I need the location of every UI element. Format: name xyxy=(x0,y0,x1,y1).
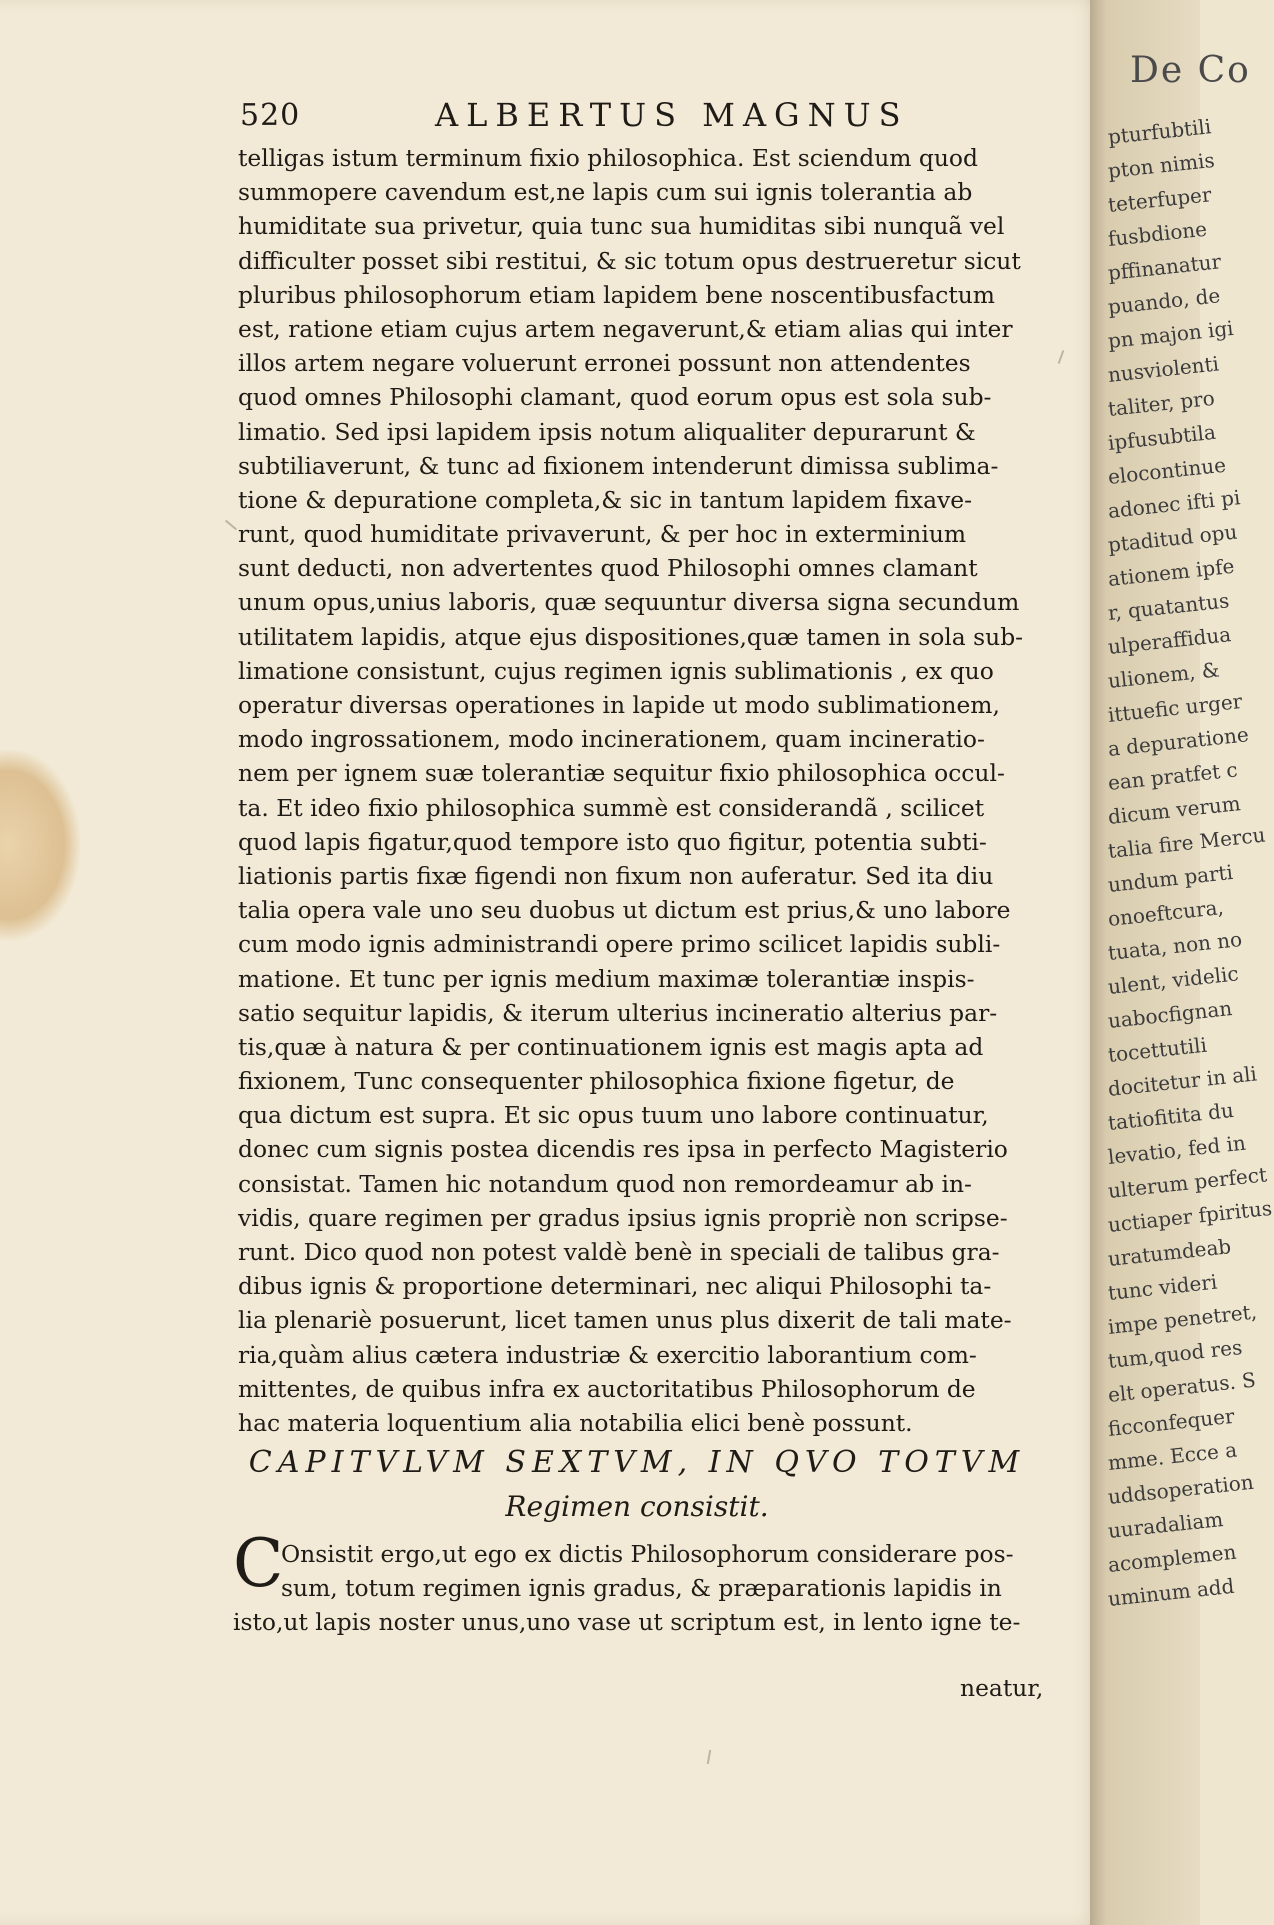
facing-line: pn majon igi xyxy=(1106,315,1235,353)
running-title: ALBERTUS MAGNUS xyxy=(435,96,909,134)
body-line: est, ratione etiam cujus artem negaverunt,& etiam alias qui inter xyxy=(238,314,1013,343)
paper-speck xyxy=(225,520,237,531)
facing-line: acomplemen xyxy=(1106,1539,1238,1577)
facing-line: ationem ipfe xyxy=(1106,553,1236,591)
body-line: limatio. Sed ipsi lapidem ipsis notum aliqualiter depurarunt & xyxy=(238,417,976,446)
facing-line: puando, de xyxy=(1106,283,1222,319)
facing-line: adonec ifti pi xyxy=(1106,485,1242,523)
chapter-line: isto,ut lapis noster unus,uno vase ut scriptum est, in lento igne te- xyxy=(233,1608,1021,1636)
facing-line: tatiofitita du xyxy=(1106,1097,1235,1135)
facing-line: ittuefic urger xyxy=(1106,688,1244,727)
paper-speck xyxy=(1058,350,1065,364)
body-line: modo ingrossationem, modo incinerationem, quam incineratio- xyxy=(238,725,985,754)
body-line: donec cum signis postea dicendis res ipsa in perfecto Magisterio xyxy=(238,1135,1008,1164)
body-line: lia plenariè posuerunt, licet tamen unus plus dixerit de tali mate- xyxy=(238,1306,1012,1335)
chapter-text xyxy=(233,1525,1038,1639)
facing-line: tocettutili xyxy=(1106,1032,1209,1067)
facing-line: elocontinue xyxy=(1106,452,1228,489)
body-line: humiditate sua privetur, quia tunc sua humiditas sibi nunquã vel xyxy=(238,212,1005,241)
facing-line: a depuratione xyxy=(1106,722,1250,761)
drop-cap: C xyxy=(233,1525,284,1602)
body-line: runt. Dico quod non potest valdè benè in speciali de talibus gra- xyxy=(238,1238,1000,1266)
facing-line: tum,quod res xyxy=(1106,1334,1244,1373)
facing-line: uddsoperation xyxy=(1106,1469,1255,1509)
body-line: talia opera vale uno seu duobus ut dictum est prius,& uno labore xyxy=(238,896,1011,925)
body-line: liationis partis fixæ figendi non fixum non auferatur. Sed ita diu xyxy=(238,861,994,890)
facing-line: pton nimis xyxy=(1106,147,1216,183)
body-line: matione. Et tunc per ignis medium maximæ tolerantiæ inspis- xyxy=(238,964,975,993)
facing-line: tuata, non no xyxy=(1106,926,1244,965)
body-line: ria,quàm alius cætera industriæ & exercitio laborantium com- xyxy=(238,1340,977,1369)
facing-line: uminum add xyxy=(1106,1573,1236,1611)
facing-line: ulionem, & xyxy=(1106,657,1221,693)
body-line: qua dictum est supra. Et sic opus tuum uno labore continuatur, xyxy=(238,1101,989,1130)
body-text xyxy=(238,141,1038,1440)
body-line: illos artem negare voluerunt erronei possunt non attendentes xyxy=(238,349,971,378)
facing-line: ulterum perfect xyxy=(1106,1162,1268,1203)
page-header xyxy=(240,98,1040,138)
body-line: operatur diversas operationes in lapide ut modo sublimationem, xyxy=(238,691,1000,719)
facing-line: docitetur in ali xyxy=(1106,1061,1258,1101)
body-line: vidis, quare regimen per gradus ipsius ignis propriè non scripse- xyxy=(238,1203,1008,1232)
facing-line: uratumdeab xyxy=(1106,1234,1233,1271)
body-line: fixionem, Tunc consequenter philosophica fixione figetur, de xyxy=(238,1067,955,1096)
facing-line: ean pratfet c xyxy=(1106,757,1239,795)
facing-line: tunc videri xyxy=(1106,1269,1219,1305)
body-line: sunt deducti, non advertentes quod Philosophi omnes clamant xyxy=(238,554,978,583)
body-line: mittentes, de quibus infra ex auctoritatibus Philosophorum de xyxy=(238,1374,976,1403)
facing-page-edge xyxy=(1090,0,1274,1925)
body-line: unum opus,unius laboris, quæ sequuntur diversa signa secundum xyxy=(238,588,1020,617)
facing-page-header: De Co xyxy=(1130,50,1251,91)
facing-line: levatio, fed in xyxy=(1106,1130,1247,1169)
body-line: quod lapis figatur,quod tempore isto quo figitur, potentia subti- xyxy=(238,827,987,856)
body-line: pluribus philosophorum etiam lapidem bene noscentibusfactum xyxy=(238,280,995,309)
catchword: neatur, xyxy=(960,1674,1044,1702)
facing-line: uuradaliam xyxy=(1106,1506,1225,1543)
facing-line: mme. Ecce a xyxy=(1106,1437,1239,1475)
facing-line: undum parti xyxy=(1106,859,1235,897)
facing-line: ulent, videlic xyxy=(1106,961,1240,999)
facing-line: ipfusubtila xyxy=(1106,419,1217,455)
body-line: dibus ignis & proportione determinari, nec aliqui Philosophi ta- xyxy=(238,1272,992,1301)
body-line: nem per ignem suæ tolerantiæ sequitur fixio philosophica occul- xyxy=(238,759,1005,788)
facing-line: fusbdione xyxy=(1106,216,1209,251)
chapter-line: Onsistit ergo,ut ego ex dictis Philosophorum considerare pos- xyxy=(281,1540,1014,1568)
paper-speck xyxy=(707,1750,711,1764)
facing-line: talia fire Mercu xyxy=(1106,822,1267,863)
facing-line: pffinanatur xyxy=(1106,249,1223,285)
body-line: difficulter posset sibi restitui, & sic totum opus destrueretur sicut xyxy=(238,246,1021,275)
body-line: cum modo ignis administrandi opere primo scilicet lapidis subli- xyxy=(238,930,1001,959)
body-line: runt, quod humiditate privaverunt, & per hoc in exterminium xyxy=(238,520,967,549)
chapter-subtitle: Regimen consistit. xyxy=(505,1490,769,1523)
page-number: 520 xyxy=(240,98,301,133)
body-line: consistat. Tamen hic notandum quod non remordeamur ab in- xyxy=(238,1169,972,1198)
facing-line: ulperaffidua xyxy=(1106,622,1233,659)
facing-line: uabocfignan xyxy=(1106,996,1234,1033)
body-line: quod omnes Philosophi clamant, quod eorum opus est sola sub- xyxy=(238,383,992,412)
facing-line: r, quatantus xyxy=(1106,588,1231,625)
stain-mark xyxy=(0,750,80,940)
facing-line: ptaditud opu xyxy=(1106,519,1239,557)
facing-line: pturfubtili xyxy=(1106,114,1213,149)
chapter-title: CAPITVLVM SEXTVM, IN QVO TOTVM xyxy=(248,1445,1026,1480)
body-line: limatione consistunt, cujus regimen ignis sublimationis , ex quo xyxy=(238,656,994,685)
facing-line: dicum verum xyxy=(1106,791,1242,829)
chapter-line: sum, totum regimen ignis gradus, & præparationis lapidis in xyxy=(281,1574,1002,1602)
body-line: utilitatem lapidis, atque ejus dispositiones,quæ tamen in sola sub- xyxy=(238,622,1024,651)
facing-line: nusviolenti xyxy=(1106,351,1220,387)
facing-line: teterfuper xyxy=(1106,182,1213,217)
body-line: summopere cavendum est,ne lapis cum sui ignis tolerantia ab xyxy=(238,178,973,207)
facing-line: ficconfequer xyxy=(1106,1403,1236,1441)
facing-line: elt operatus. S xyxy=(1106,1367,1257,1407)
facing-line: taliter, pro xyxy=(1106,385,1216,421)
facing-line: impe penetret, xyxy=(1106,1299,1258,1339)
body-line: ta. Et ideo fixio philosophica summè est considerandã , scilicet xyxy=(238,793,985,822)
facing-page-lines xyxy=(1106,114,1274,1616)
facing-line: uctiaper fpiritus xyxy=(1106,1195,1274,1237)
body-line: hac materia loquentium alia notabilia elici benè possunt. xyxy=(238,1408,913,1437)
body-line: tione & depuratione completa,& sic in tantum lapidem fixave- xyxy=(238,485,973,514)
body-line: telligas istum terminum fixio philosophica. Est sciendum quod xyxy=(238,144,978,172)
body-line: tis,quæ à natura & per continuationem ignis est magis apta ad xyxy=(238,1032,984,1061)
facing-line: onoeftcura, xyxy=(1106,894,1225,931)
body-line: satio sequitur lapidis, & iterum ulterius incineratio alterius par- xyxy=(238,998,998,1027)
body-line: subtiliaverunt, & tunc ad fixionem intenderunt dimissa sublima- xyxy=(238,451,999,480)
